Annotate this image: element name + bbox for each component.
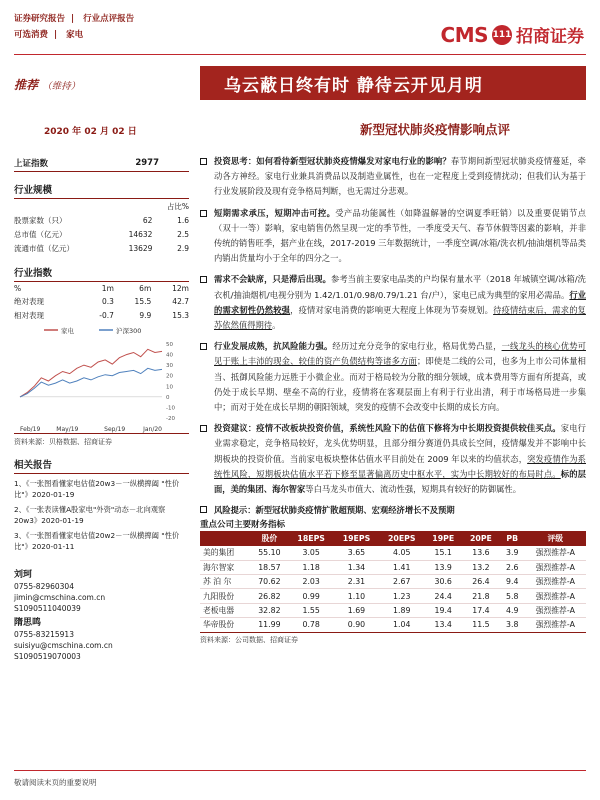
fin-cell: 1.18 xyxy=(289,560,334,574)
fin-cell: 0.99 xyxy=(289,589,334,603)
x-tick-label: Feb/19 xyxy=(20,426,41,433)
fin-cell: 1.89 xyxy=(379,603,424,617)
related-list xyxy=(14,478,189,552)
fin-cell: 1.23 xyxy=(379,589,424,603)
table-row xyxy=(200,546,586,560)
fin-header: 20PE xyxy=(462,531,500,546)
report-subtype: 行业点评报告 xyxy=(83,14,135,24)
company-name: 九阳股份 xyxy=(200,589,250,603)
para-text: 参考当前主要家电品类的户均保有量水平（2018 年城镇空调/冰箱/洗衣机/抽油烟机/电视分别为 1.42/1.01/0.98/0.79/1.21 台/户），家电已成为典型的家用必需品。 xyxy=(214,274,586,300)
fin-cell: 强烈推荐-A xyxy=(525,589,586,603)
scale-value: 62 xyxy=(142,215,153,225)
fin-cell: 19.4 xyxy=(424,603,462,617)
table-row xyxy=(14,213,189,227)
fin-header: 20EPS xyxy=(379,531,424,546)
report-type-line: 证券研究报告 | 行业点评报告 xyxy=(14,14,135,24)
table-row xyxy=(14,241,189,255)
fin-cell: 18.57 xyxy=(250,560,288,574)
fin-cell: 1.69 xyxy=(334,603,379,617)
fin-cell: 26.4 xyxy=(462,575,500,589)
logo-cn: 招商证券 xyxy=(516,27,584,47)
scale-pct: 1.6 xyxy=(177,215,189,225)
para-underline: 待疫情结束后，需求的复苏依然值得期待 xyxy=(214,304,586,331)
series-line-1 xyxy=(20,368,162,397)
index-label: 上证指数 xyxy=(14,158,49,169)
fin-cell: 0.90 xyxy=(334,618,379,632)
paragraph-investment-thinking xyxy=(200,154,586,200)
fin-cell: 2.67 xyxy=(379,575,424,589)
trend-value: 15.5 xyxy=(134,296,152,306)
paragraph-demand xyxy=(200,272,586,333)
fin-header: 19PE xyxy=(424,531,462,546)
y-tick-label: 50 xyxy=(166,342,173,348)
x-tick-label: Jan/20 xyxy=(143,426,162,433)
para-underline: 突发疫情作为系统性风险，短期板块估值水平若下修至显著偏离历史中枢水平，实为中长期较好的布局时点。 xyxy=(214,453,586,479)
company-name: 华帝股份 xyxy=(200,618,250,632)
fin-cell: 9.4 xyxy=(500,575,525,589)
table-row xyxy=(200,589,586,603)
fin-header: 评级 xyxy=(525,531,586,546)
fin-cell: 11.99 xyxy=(250,618,288,632)
fin-cell: 13.6 xyxy=(462,546,500,560)
report-subtitle: 新型冠状肺炎疫情影响点评 xyxy=(359,122,510,137)
para-text: ；即使是二线的公司，也多为上市公司体量相当、抵御风险能力远胜于小微企业。而对于格局较为分散的细分领域，成本费用等方面有所提高，或仍处于成长早期、壁垒不高的行业，疫情将在客观层面上有利于行业出清，利于市场格局进一步集中；而对于处在成长早期的朝阳领域，突发的疫情不会改变中长期的成长方向。 xyxy=(214,356,586,413)
fin-cell: 2.31 xyxy=(334,575,379,589)
table-row xyxy=(200,560,586,574)
company-name: 苏 泊 尔 xyxy=(200,575,250,589)
para-bold: 需求不会缺席，只是滞后出现。 xyxy=(214,274,331,285)
top-divider xyxy=(14,54,586,55)
footer-note: 敬请阅读末页的重要说明 xyxy=(14,778,97,787)
bottom-divider xyxy=(14,770,586,771)
paragraph-investment-advice xyxy=(200,421,586,497)
para-underline: 一线龙头的核心优势可见于账上丰沛的现金、较佳的资产负债结构等诸多方面 xyxy=(214,341,586,367)
fin-cell: 30.6 xyxy=(424,575,462,589)
trend-value: 0.3 xyxy=(101,296,114,306)
fin-header xyxy=(200,531,250,546)
analyst-phone: 0755-82960304 xyxy=(14,582,74,591)
y-tick-label: -20 xyxy=(166,416,175,422)
company-name: 老板电器 xyxy=(200,603,250,617)
y-tick-label: 40 xyxy=(166,352,173,359)
analyst-cert: S1090519070003 xyxy=(14,652,81,661)
trend-header: 12m xyxy=(172,283,189,293)
fin-cell: 1.04 xyxy=(379,618,424,632)
y-tick-label: 20 xyxy=(166,373,173,380)
company-name: 美的集团 xyxy=(200,546,250,560)
banner-title: 乌云蔽日终有时 静待云开见月明 xyxy=(224,75,483,96)
square-bullet-icon xyxy=(200,343,207,350)
index-chart-svg xyxy=(14,322,189,434)
fin-cell: 15.1 xyxy=(424,546,462,560)
index-value: 2977 xyxy=(135,157,159,168)
para-text: 。 xyxy=(272,320,281,331)
company-name: 海尔智家 xyxy=(200,560,250,574)
fin-cell: 13.2 xyxy=(462,560,500,574)
rating xyxy=(14,76,80,93)
fin-cell: 1.41 xyxy=(379,560,424,574)
main-content xyxy=(200,154,586,645)
related-item[interactable]: 1、《一张图看懂家电估值20w3－一纵横捭阖 "性价比"》2020-01-19 xyxy=(14,479,180,499)
scale-value: 13629 xyxy=(128,243,153,253)
square-bullet-icon xyxy=(200,210,207,217)
scale-value: 14632 xyxy=(128,229,153,239)
scale-name: 股票家数（只） xyxy=(14,215,67,225)
left-sidebar xyxy=(14,154,189,662)
fin-cell: 5.8 xyxy=(500,589,525,603)
report-type: 证券研究报告 xyxy=(14,14,66,24)
para-bold: 行业发展成熟，抗风险能力强。 xyxy=(214,341,333,352)
fin-cell: 26.82 xyxy=(250,589,288,603)
scale-col-header: 占比% xyxy=(166,201,189,211)
fin-cell: 1.34 xyxy=(334,560,379,574)
para-text: 春节期间新型冠状肺炎疫情蔓延，牵动各方神经。家电行业兼具消费品以及制造业属性，也在一定程度上受到疫情扰动；但我们认为基于行业发展阶段及现有竞争格局判断，也无需过分悲观。 xyxy=(214,156,586,197)
trend-value: 42.7 xyxy=(172,296,189,306)
fin-cell: 11.5 xyxy=(462,618,500,632)
square-bullet-icon xyxy=(200,276,207,283)
fin-cell: 强烈推荐-A xyxy=(525,618,586,632)
y-tick-label: 30 xyxy=(166,363,173,370)
fin-header: 19EPS xyxy=(334,531,379,546)
fin-table xyxy=(200,531,586,632)
risk-warning xyxy=(200,503,586,517)
para-text: 经历过充分竞争的家电行业，格局优势凸显， xyxy=(332,341,502,352)
logo-latin: CMS xyxy=(440,22,488,47)
fin-cell: 强烈推荐-A xyxy=(525,546,586,560)
fin-cell: 3.05 xyxy=(289,546,334,560)
fin-cell: 4.05 xyxy=(379,546,424,560)
table-row xyxy=(200,603,586,617)
paragraph-industry-maturity xyxy=(200,339,586,415)
fin-cell: 0.78 xyxy=(289,618,334,632)
x-tick-label: May/19 xyxy=(56,426,79,433)
para-bold: 投资建议：疫情不改板块投资价值，系统性风险下的估值下修将为中长期投资提供较佳买点。 xyxy=(214,423,561,434)
index-chart xyxy=(14,322,189,434)
related-item[interactable]: 2、《一张表读懂A股家电"外资"动态－北向观察 20w3》2020-01-19 xyxy=(14,505,166,525)
y-tick-label: 0 xyxy=(166,394,170,401)
trend-value: 15.3 xyxy=(172,310,189,320)
para-text: 等白马龙头市值大、流动性强，短期具有较好的防御属性。 xyxy=(305,484,522,495)
analyst-name: 隋思鸣 xyxy=(14,618,42,628)
trend-value: -0.7 xyxy=(99,310,114,320)
fin-cell: 1.10 xyxy=(334,589,379,603)
y-tick-label: 10 xyxy=(166,384,173,391)
related-title: 相关报告 xyxy=(14,457,189,474)
trend-table xyxy=(14,282,189,322)
table-row xyxy=(14,294,189,308)
fin-cell: 强烈推荐-A xyxy=(525,560,586,574)
logo-badge-icon: 111 xyxy=(492,25,512,45)
legend-label: 家电 xyxy=(61,327,74,335)
fin-cell: 1.55 xyxy=(289,603,334,617)
trend-value: 9.9 xyxy=(139,310,152,320)
trend-header: 6m xyxy=(139,283,152,293)
analyst-email[interactable]: suisiyu@cmschina.com.cn xyxy=(14,641,113,650)
trend-header: 1m xyxy=(101,283,114,293)
analyst-name: 刘珂 xyxy=(14,570,33,580)
fin-cell: 4.9 xyxy=(500,603,525,617)
fin-cell: 13.4 xyxy=(424,618,462,632)
fin-cell: 3.9 xyxy=(500,546,525,560)
fin-cell: 强烈推荐-A xyxy=(525,603,586,617)
fin-cell: 3.8 xyxy=(500,618,525,632)
fin-cell: 32.82 xyxy=(250,603,288,617)
rating-label: 推荐 xyxy=(14,78,39,92)
square-bullet-icon xyxy=(200,506,207,513)
table-row xyxy=(14,227,189,241)
fin-cell: 强烈推荐-A xyxy=(525,575,586,589)
category-line: 可选消费 | 家电 xyxy=(14,30,84,40)
para-text: ，疫情对家电消费的影响更大程度上体现为节奏规划。 xyxy=(290,304,494,315)
index-row xyxy=(14,154,189,172)
trend-name: 绝对表现 xyxy=(14,296,44,306)
square-bullet-icon xyxy=(200,425,207,432)
fin-cell: 3.65 xyxy=(334,546,379,560)
trend-title: 行业指数 xyxy=(14,265,189,282)
paragraph-short-term xyxy=(200,206,586,267)
scale-pct: 2.5 xyxy=(177,229,189,239)
para-text: 受产品功能属性（如降温解暑的空调夏季旺销）以及重要促销节点（双十一等）影响，家电销售仍然呈现一定的季节性，一季度受天气、春节休假等因素的影响，并非传统的销售旺季，据产业在线，2017-2019 三年数据统计，一季度空调/冰箱/洗衣机/抽油烟机等品类内销出货量均小于全年的四分之一。 xyxy=(214,207,586,264)
risk-text: 风险提示：新型冠状肺炎疫情扩散超预期、宏观经济增长不及预期 xyxy=(214,505,455,516)
scale-name: 总市值（亿元） xyxy=(14,229,67,239)
industry: 家电 xyxy=(66,30,84,40)
rating-detail: （维持） xyxy=(42,81,81,92)
trend-header: % xyxy=(14,283,22,293)
analyst-phone: 0755-83215913 xyxy=(14,630,74,639)
para-underline: 行业的需求韧性仍然较强 xyxy=(214,289,586,315)
fin-header: PB xyxy=(500,531,525,546)
x-tick-label: Sep/19 xyxy=(104,426,126,433)
fin-header: 股价 xyxy=(250,531,288,546)
scale-table xyxy=(14,199,189,255)
report-date: 2020 年 02 月 02 日 xyxy=(44,127,137,137)
square-bullet-icon xyxy=(200,158,207,165)
fin-table-source: 资料来源：公司数据、招商证券 xyxy=(200,635,298,644)
table-row xyxy=(200,618,586,632)
legend-label: 沪深300 xyxy=(116,327,142,335)
scale-title: 行业规模 xyxy=(14,182,189,199)
table-row xyxy=(200,575,586,589)
fin-cell: 21.8 xyxy=(462,589,500,603)
fin-cell: 17.4 xyxy=(462,603,500,617)
fin-cell: 70.62 xyxy=(250,575,288,589)
cms-logo xyxy=(441,22,584,47)
para-text: 家电行业需求稳定，竞争格局较好，龙头优势明显，且部分细分赛道仍具成长空间，疫情爆发并不影响中长期板块的投资价值。当前家电板块整体估值水平目前处在 2009 年以来的均值状态， xyxy=(214,423,586,464)
analyst-cert: S1090511040039 xyxy=(14,604,81,613)
related-item[interactable]: 3、《一张图看懂家电估值20w2－一纵横捭阖 "性价比"》2020-01-11 xyxy=(14,531,180,551)
fin-cell: 13.9 xyxy=(424,560,462,574)
scale-name: 流通市值（亿元） xyxy=(14,243,74,253)
chart-source: 资料来源：贝格数据、招商证券 xyxy=(14,438,112,446)
fin-cell: 24.4 xyxy=(424,589,462,603)
y-tick-label: -10 xyxy=(166,405,175,412)
title-banner xyxy=(200,66,586,100)
fin-cell: 2.6 xyxy=(500,560,525,574)
trend-name: 相对表现 xyxy=(14,310,44,320)
para-bold: 标的层面，美的集团、海尔智家 xyxy=(214,468,586,495)
table-row xyxy=(14,308,189,322)
scale-pct: 2.9 xyxy=(177,243,189,253)
para-bold: 短期需求承压，短期冲击可控。 xyxy=(214,207,336,218)
fin-header: 18EPS xyxy=(289,531,334,546)
fin-cell: 2.03 xyxy=(289,575,334,589)
analyst-email[interactable]: jimin@cmschina.com.cn xyxy=(14,593,106,602)
fin-cell: 55.10 xyxy=(250,546,288,560)
analyst-block xyxy=(14,570,189,662)
category: 可选消费 xyxy=(14,30,49,40)
para-bold: 投资思考：如何看待新型冠状肺炎疫情爆发对家电行业的影响？ xyxy=(214,156,451,166)
fin-table-title: 重点公司主要财务指标 xyxy=(200,520,286,531)
